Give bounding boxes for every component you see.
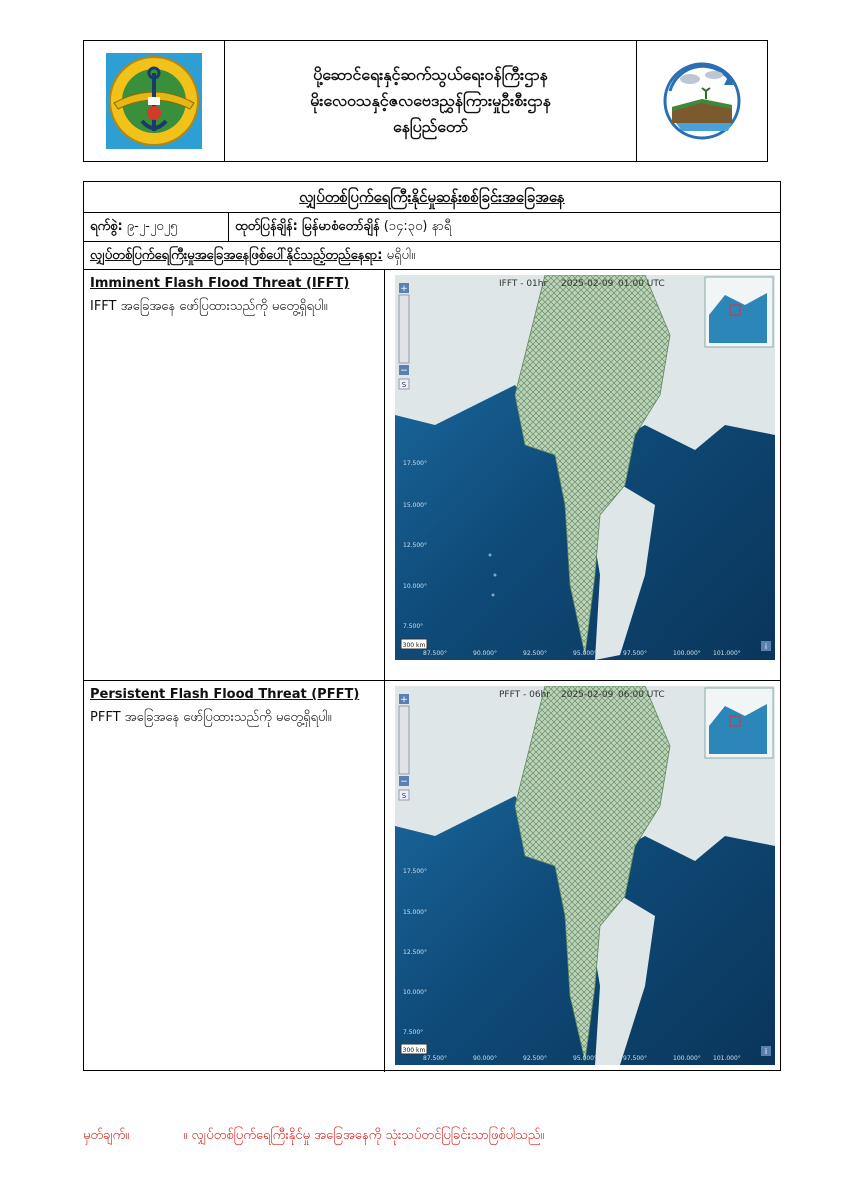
lat-tick: 10.000° bbox=[403, 989, 427, 996]
assessment-table bbox=[83, 181, 781, 1071]
date-value: ၉-၂-၂၀၂၅ bbox=[126, 219, 178, 234]
department-emblem-icon bbox=[104, 51, 204, 151]
water-cycle-icon bbox=[662, 61, 742, 141]
lat-tick: 17.500° bbox=[403, 868, 427, 875]
info-icon: i bbox=[764, 642, 768, 651]
map-run-label: IFFT - 01hr bbox=[499, 279, 548, 289]
footer-note bbox=[83, 1127, 544, 1146]
lat-tick: 17.500° bbox=[403, 460, 427, 467]
page-header bbox=[83, 40, 768, 162]
zoom-out-icon: − bbox=[400, 777, 408, 787]
ifft-heading: Imminent Flash Flood Threat (IFFT) bbox=[90, 276, 350, 291]
scale-bar-label: 300 km bbox=[402, 642, 426, 649]
meta-row bbox=[84, 213, 780, 242]
map-run-time: 01:00 UTC bbox=[618, 279, 665, 289]
ifft-description-cell bbox=[84, 270, 385, 680]
pfft-description-cell bbox=[84, 681, 385, 1072]
map-run-label: PFFT - 06hr bbox=[499, 690, 550, 700]
lat-tick: 10.000° bbox=[403, 583, 427, 590]
layer-button-label: S bbox=[401, 381, 407, 389]
lat-tick: 15.000° bbox=[403, 502, 427, 509]
zoom-in-icon: + bbox=[400, 284, 408, 294]
date-label: ရက်စွဲ: bbox=[90, 219, 123, 234]
footer-note-label: မှတ်ချက်။ bbox=[83, 1128, 130, 1143]
lon-tick: 100.000° bbox=[673, 650, 701, 657]
lon-tick: 101.000° bbox=[713, 1055, 741, 1062]
scale-bar-label: 300 km bbox=[402, 1047, 426, 1054]
map-run-date: 2025-02-09 bbox=[561, 690, 614, 700]
pfft-section bbox=[84, 681, 780, 1072]
pfft-map[interactable] bbox=[395, 686, 775, 1065]
ifft-section bbox=[84, 270, 780, 681]
issue-time-label: ထုတ်ပြန်ချိန်: bbox=[235, 219, 298, 234]
ifft-map[interactable] bbox=[395, 275, 775, 660]
left-logo-cell bbox=[84, 41, 225, 161]
map-run-date: 2025-02-09 bbox=[561, 279, 614, 289]
lat-tick: 12.500° bbox=[403, 542, 427, 549]
status-label: လျှပ်တစ်ပြက်ရေကြီးမှုအခြေအနေဖြစ်ပေါ်နိုင်သည့်တည်နေရာ: bbox=[90, 248, 383, 263]
pfft-body: PFFT အခြေအနေ ဖော်ပြထားသည်ကို မတွေ့ရှိရပါ။ bbox=[90, 710, 332, 725]
zoom-out-icon: − bbox=[400, 366, 408, 376]
right-logo-cell bbox=[636, 41, 767, 161]
lon-tick: 95.000° bbox=[573, 1055, 597, 1062]
status-value: မရှိပါ။ bbox=[386, 248, 416, 263]
zoom-slider[interactable] bbox=[399, 295, 409, 363]
lon-tick: 100.000° bbox=[673, 1055, 701, 1062]
ministry-name: ပို့ဆောင်ရေးနှင့်ဆက်သွယ်ရေးဝန်ကြီးဌာန bbox=[313, 65, 548, 84]
layer-button-label: S bbox=[401, 792, 407, 800]
lon-tick: 101.000° bbox=[713, 650, 741, 657]
lon-tick: 92.500° bbox=[523, 650, 547, 657]
lat-tick: 7.500° bbox=[403, 1029, 424, 1036]
lon-tick: 87.500° bbox=[423, 650, 447, 657]
report-title: လျှပ်တစ်ပြက်ရေကြီးနိုင်မှုဆန်းစစ်ခြင်းအခြေအနေ bbox=[84, 182, 780, 213]
issue-time-zone: မြန်မာစံတော်ချိန် bbox=[302, 219, 380, 234]
status-row bbox=[84, 242, 780, 270]
lon-tick: 95.000° bbox=[573, 650, 597, 657]
lat-tick: 7.500° bbox=[403, 623, 424, 630]
department-name: မိုးလေဝသနှင့်ဇလဗေဒညွှန်ကြားမှုဦးစီးဌာန bbox=[310, 91, 551, 110]
city-name: နေပြည်တော် bbox=[392, 117, 469, 136]
header-title-block bbox=[225, 41, 636, 161]
ifft-body: IFFT အခြေအနေ ဖော်ပြထားသည်ကို မတွေ့ရှိရပါ။ bbox=[90, 299, 328, 314]
lon-tick: 90.000° bbox=[473, 1055, 497, 1062]
lon-tick: 97.500° bbox=[623, 650, 647, 657]
info-icon: i bbox=[764, 1047, 768, 1056]
lat-tick: 12.500° bbox=[403, 949, 427, 956]
issue-time-value: (၁၄:၃၀) နာရီ bbox=[383, 219, 452, 234]
lon-tick: 87.500° bbox=[423, 1055, 447, 1062]
date-cell bbox=[84, 213, 229, 241]
lon-tick: 90.000° bbox=[473, 650, 497, 657]
map-run-time: 06:00 UTC bbox=[618, 690, 665, 700]
lon-tick: 92.500° bbox=[523, 1055, 547, 1062]
pfft-heading: Persistent Flash Flood Threat (PFFT) bbox=[90, 687, 360, 702]
zoom-in-icon: + bbox=[400, 695, 408, 705]
zoom-slider[interactable] bbox=[399, 706, 409, 774]
lat-tick: 15.000° bbox=[403, 909, 427, 916]
footer-note-text: ။ လျှပ်တစ်ပြက်ရေကြီးနိုင်မှု အခြေအနေကို သုံးသပ်တင်ပြခြင်းသာဖြစ်ပါသည်။ bbox=[183, 1128, 545, 1143]
lon-tick: 97.500° bbox=[623, 1055, 647, 1062]
issue-time-cell bbox=[229, 213, 780, 241]
